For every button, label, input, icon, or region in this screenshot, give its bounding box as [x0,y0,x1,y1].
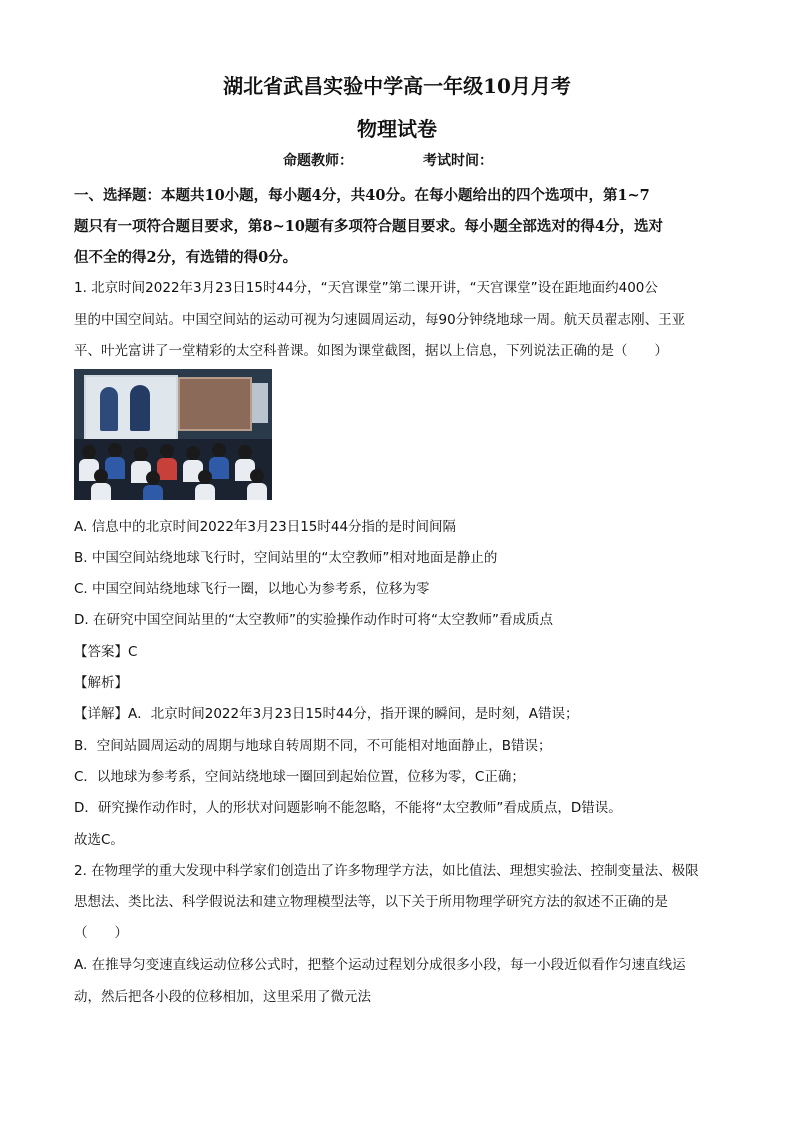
q1-answer: 【答案】C [74,644,138,660]
exam-title: 湖北省武昌实验中学高一年级10月月考 [223,74,571,98]
q2-stem-line: 2. 在物理学的重大发现中科学家们创造出了许多物理学方法，如比值法、理想实验法、控制变量法、极限 [74,863,699,879]
q1-detail-line: C．以地球为参考系，空间站绕地球一圈回到起始位置，位移为零，C正确； [74,769,525,785]
q1-option-d: D. 在研究中国空间站里的“太空教师”的实验操作动作时可将“太空教师”看成质点 [74,612,553,628]
q1-analysis-label: 【解析】 [74,675,128,691]
q1-option-a: A. 信息中的北京时间2022年3月23日15时44分指的是时间间隔 [74,519,457,535]
author-label: 命题教师： [283,153,353,169]
q1-detail-line: D．研究操作动作时，人的形状对问题影响不能忽略，不能将“太空教师”看成质点，D错误。 [74,800,622,816]
classroom-photo [74,369,272,500]
q1-option-c: C. 中国空间站绕地球飞行一圈，以地心为参考系，位移为零 [74,581,430,597]
q1-detail-line: B．空间站圆周运动的周期与地球自转周期不同，不可能相对地面静止，B错误； [74,738,552,754]
section-1-instructions [74,180,724,273]
q2-stem-line: 思想法、类比法、科学假说法和建立物理模型法等，以下关于所用物理学研究方法的叙述不正确的是 [74,894,668,910]
time-label: 考试时间： [423,153,493,169]
q1-detail-line: 【详解】A．北京时间2022年3月23日15时44分，指开课的瞬间，是时刻，A错误； [74,706,579,722]
side-screen [252,383,268,423]
instruction-line: 题只有一项符合题目要求，第8~10题有多项符合题目要求。每小题全部选对的得4分，选对 [74,218,664,235]
q2-option-a-line: A. 在推导匀变速直线运动位移公式时，把整个运动过程划分成很多小段，每一小段近似看作匀速直线运 [74,957,686,973]
side-screen [178,377,252,431]
instruction-line: 一、选择题：本题共10小题，每小题4分，共40分。在每小题给出的四个选项中，第1~7 [74,187,650,204]
q1-conclusion: 故选C。 [74,832,124,848]
instruction-line: 但不全的得2分，有选错的得0分。 [74,249,298,266]
main-screen [84,375,178,441]
student-audience [74,439,272,500]
q1-option-b: B. 中国空间站绕地球飞行时，空间站里的“太空教师”相对地面是静止的 [74,550,498,566]
q1-stem-line: 平、叶光富讲了一堂精彩的太空科普课。如图为课堂截图，据以上信息，下列说法正确的是（ ） [74,343,668,359]
q2-option-a-line: 动，然后把各小段的位移相加，这里采用了微元法 [74,989,371,1005]
astronaut-figure [130,385,150,431]
astronaut-figure [100,387,118,431]
q2-stem-line: （ ） [74,925,128,941]
exam-meta [283,150,493,170]
q1-stem-line: 1. 北京时间2022年3月23日15时44分，“天宫课堂”第二课开讲，“天宫课堂”设在距地面约400公 [74,280,658,296]
exam-subtitle: 物理试卷 [357,117,437,141]
q1-stem-line: 里的中国空间站。中国空间站的运动可视为匀速圆周运动，每90分钟绕地球一周。航天员翟志刚、王亚 [74,312,686,328]
